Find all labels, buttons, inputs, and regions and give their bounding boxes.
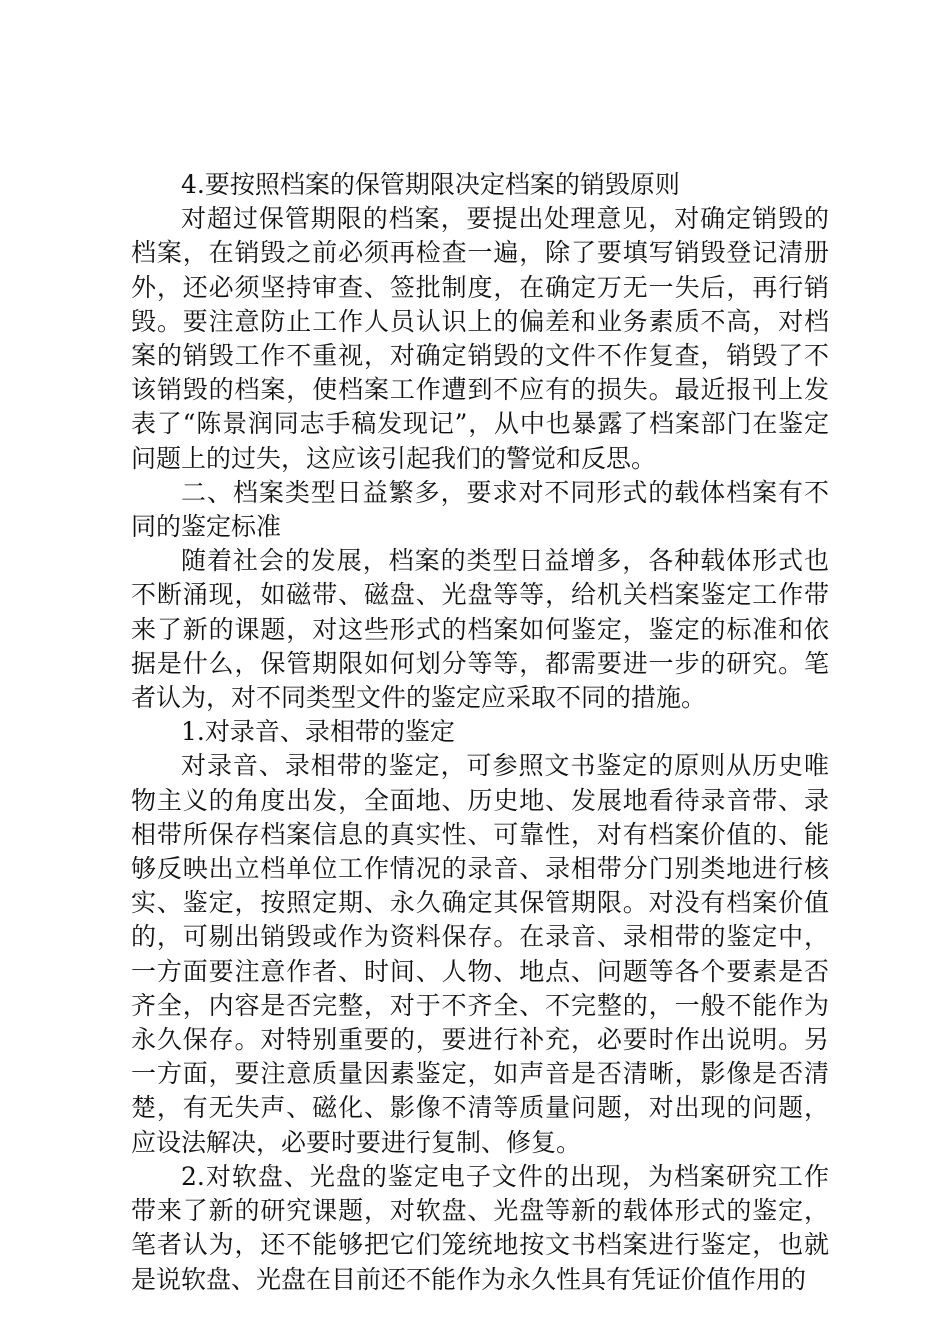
document-body xyxy=(131,168,829,1297)
heading-destruction-principle: 4.要按照档案的保管期限决定档案的销毁原则 xyxy=(181,170,680,199)
heading-section-two: 二、档案类型日益繁多，要求对不同形式的载体档案有不同的鉴定标准 xyxy=(131,477,829,542)
paragraph-floppy-optical-discs: 2.对软盘、光盘的鉴定电子文件的出现，为档案研究工作带来了新的研究课题，对软盘、光盘等新的载体形式的鉴定，笔者认为，还不能够把它们笼统地按文书档案进行鉴定，也就是说软盘、光盘在目前还不能作为永久性具有凭证价值作用的 xyxy=(131,1161,829,1294)
paragraph-new-carriers: 随着社会的发展，档案的类型日益增多，各种载体形式也不断涌现，如磁带、磁盘、光盘等等，给机关档案鉴定工作带来了新的课题，对这些形式的档案如何鉴定，鉴定的标准和依据是什么，保管期限如何划分等等，都需要进一步的研究。笔者认为，对不同类型文件的鉴定应采取不同的措施。 xyxy=(131,546,829,713)
heading-audio-video-tapes: 1.对录音、录相带的鉴定 xyxy=(181,717,455,747)
paragraph-destruction-procedure: 对超过保管期限的档案，要提出处理意见，对确定销毁的档案，在销毁之前必须再检查一遍，除了要填写销毁登记清册外，还必须坚持审查、签批制度，在确定万无一失后，再行销毁。要注意防止工作人员认识上的偏差和业务素质不高，对档案的销毁工作不重视，对确定销毁的文件不作复查，销毁了不该销毁的档案，使档案工作遭到不应有的损失。最近报刊上发表了“陈景润同志手稿发现记”，从中也暴露了档案部门在鉴定问题上的过失，这应该引起我们的警觉和反思。 xyxy=(131,204,829,473)
paragraph-audio-video-appraisal: 对录音、录相带的鉴定，可参照文书鉴定的原则从历史唯物主义的角度出发，全面地、历史地、发展地看待录音带、录相带所保存档案信息的真实性、可靠性，对有档案价值的、能够反映出立档单位工作情况的录音、录相带分门别类地进行核实、鉴定，按照定期、永久确定其保管期限。对没有档案价值的，可剔出销毁或作为资料保存。在录音、录相带的鉴定中，一方面要注意作者、时间、人物、地点、问题等各个要素是否齐全，内容是否完整，对于不齐全、不完整的，一般不能作为永久保存。对特别重要的，要进行补充，必要时作出说明。另一方面，要注意质量因素鉴定，如声音是否清晰，影像是否清楚，有无失声、磁化、影像不清等质量问题，对出现的问题，应设法解决，必要时要进行复制、修复。 xyxy=(131,751,829,1157)
